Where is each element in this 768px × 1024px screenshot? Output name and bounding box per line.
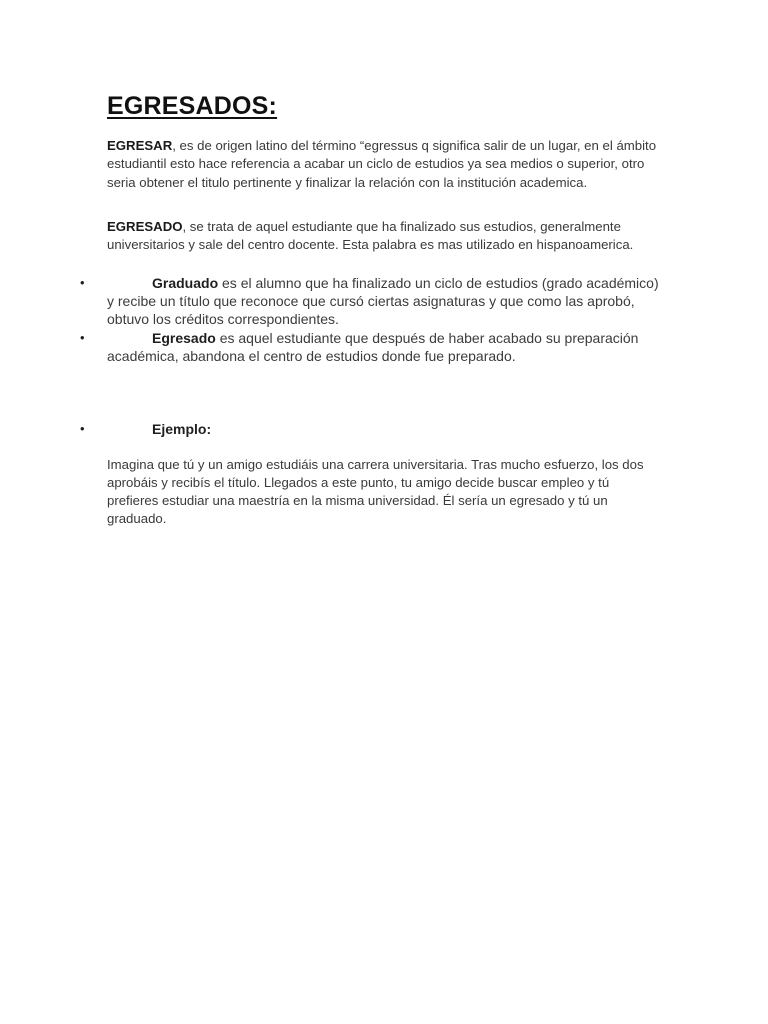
- definition-egresar: [107, 137, 667, 192]
- term-egresado-bullet: Egresado: [152, 330, 216, 346]
- bullet-icon: •: [80, 275, 85, 290]
- term-ejemplo: Ejemplo:: [152, 421, 212, 437]
- document-title: EGRESADOS:: [107, 92, 278, 120]
- definition-egresar-text: , es de origen latino del término “egressus q significa salir de un lugar, en el ámbito estudiantil esto hace referencia a acabar un ciclo de estudios ya sea medios o superior, otro seria obtener el titulo pertinente y finalizar la relación con la institución academica.: [107, 138, 657, 190]
- definition-egresado-text: , se trata de aquel estudiante que ha finalizado sus estudios, generalmente universitarios y sale del centro docente. Esta palabra es mas utilizado en hispanoamerica.: [107, 219, 634, 253]
- bullet-icon: •: [80, 421, 85, 436]
- term-graduado: Graduado: [152, 275, 219, 291]
- term-egresar: EGRESAR: [107, 138, 173, 153]
- graduado-text: es el alumno que ha finalizado un ciclo de estudios (grado académico) y recibe un título que reconoce que cursó ciertas asignaturas y que como las aprobó, obtuvo los créditos correspondientes.: [107, 275, 659, 327]
- egresado-text: es aquel estudiante que después de haber acabado su preparación académica, abandona el centro de estudios donde fue preparado.: [107, 330, 639, 364]
- example-paragraph: Imagina que tú y un amigo estudiáis una carrera universitaria. Tras mucho esfuerzo, los dos aprobáis y recibís el título. Llegados a este punto, tu amigo decide buscar empleo y tú prefieres estudiar una maestría en la misma universidad. Él sería un egresado y tú un graduado.: [107, 457, 644, 526]
- definition-egresado: [107, 218, 667, 255]
- list-item-graduado: [80, 274, 667, 328]
- term-egresado: EGRESADO: [107, 219, 183, 234]
- bullet-icon: •: [80, 330, 85, 345]
- list-item-egresado: [80, 329, 667, 365]
- list-item-ejemplo: [80, 420, 667, 438]
